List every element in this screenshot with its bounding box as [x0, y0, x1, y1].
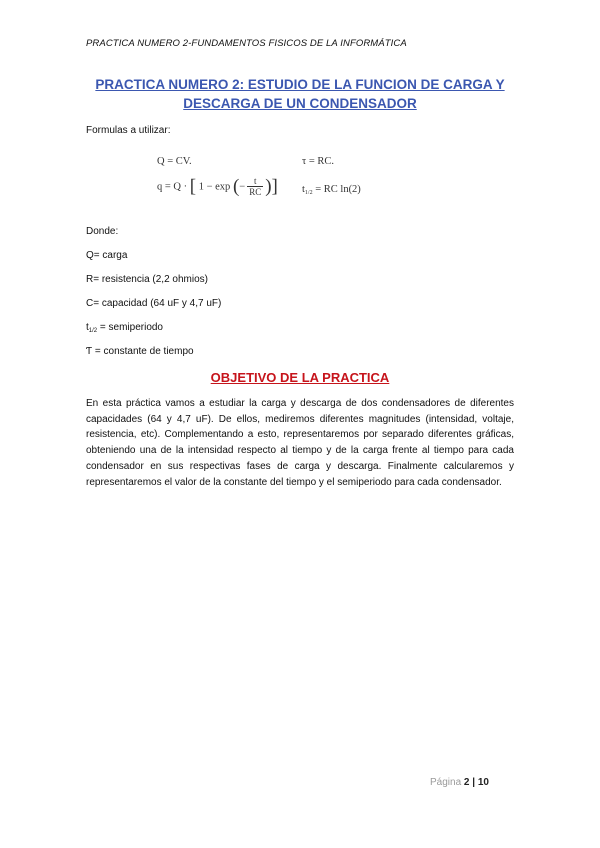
- definition-resistance: R= resistencia (2,2 ohmios): [86, 274, 208, 285]
- formula-semiperiod: [302, 184, 361, 196]
- page-title: [60, 75, 540, 113]
- semiperiod-subscript: 1/2: [304, 190, 313, 196]
- formula-tau: τ = RC.: [302, 156, 335, 167]
- fraction: [247, 176, 263, 198]
- footer-page-label: Página: [430, 777, 462, 788]
- footer-page-total: 10: [477, 777, 489, 788]
- formula-charge-function: q = Q · [ 1 − exp (− $\frac{t}{RC}$ )]: [157, 176, 278, 197]
- formula-one-minus-exp: 1 − exp: [198, 181, 231, 193]
- page-title-line-1: PRACTICA NUMERO 2: ESTUDIO DE LA FUNCION DE CARGA Y: [95, 77, 505, 92]
- page-title-line-2: DESCARGA DE UN CONDENSADOR: [183, 96, 417, 111]
- fraction-denominator: RC: [249, 187, 262, 197]
- objective-paragraph: En esta práctica vamos a estudiar la carga y descarga de dos condensadores de diferentes capacidades (64 y 4,7 uF). De ellos, mediremos diferentes magnitudes (intensidad, voltaje, resistencia, etc). Complementando a esto, representaremos por separado diferentes gráficas, obteniendo una de la intensidad respecto al tiempo y de la carga frente al tiempo para cada condensador en sus respectivas fases de carga y descarga. Finalmente calcularemos y representaremos el valor de la constante del tiempo y el semiperiodo para cada condensador.: [86, 398, 514, 488]
- semiperiod-symbol: t: [302, 184, 305, 195]
- formula-charge: Q = CV.: [157, 156, 192, 167]
- formula-q-lhs: q = Q ·: [157, 181, 188, 193]
- semiperiod-symbol-def: t: [86, 322, 89, 333]
- paren-close: ): [265, 176, 272, 197]
- formulas-intro: Formulas a utilizar:: [86, 125, 171, 136]
- semiperiod-subscript-def: 1/2: [88, 328, 98, 334]
- bracket-close: ]: [271, 176, 278, 197]
- donde-label: Donde:: [86, 226, 119, 237]
- definition-time-constant: Ƭ = constante de tiempo: [86, 346, 194, 357]
- bracket-open: [: [189, 176, 197, 197]
- definition-capacity: C= capacidad (64 uF y 4,7 uF): [86, 298, 222, 309]
- running-header: PRACTICA NUMERO 2-FUNDAMENTOS FISICOS DE LA INFORMÁTICA: [86, 38, 407, 49]
- footer-page-number: 2: [463, 777, 470, 788]
- definition-semiperiod: [86, 322, 163, 334]
- footer-separator: |: [472, 777, 476, 788]
- definition-charge: Q= carga: [86, 250, 128, 261]
- fraction-numerator: t: [247, 176, 263, 187]
- paren-open: (: [232, 176, 240, 197]
- semiperiod-expression: = RC ln(2): [312, 184, 361, 195]
- page-footer: [430, 777, 489, 788]
- semiperiod-text: = semiperiodo: [99, 322, 163, 333]
- section-title-objective: OBJETIVO DE LA PRACTICA: [210, 370, 390, 385]
